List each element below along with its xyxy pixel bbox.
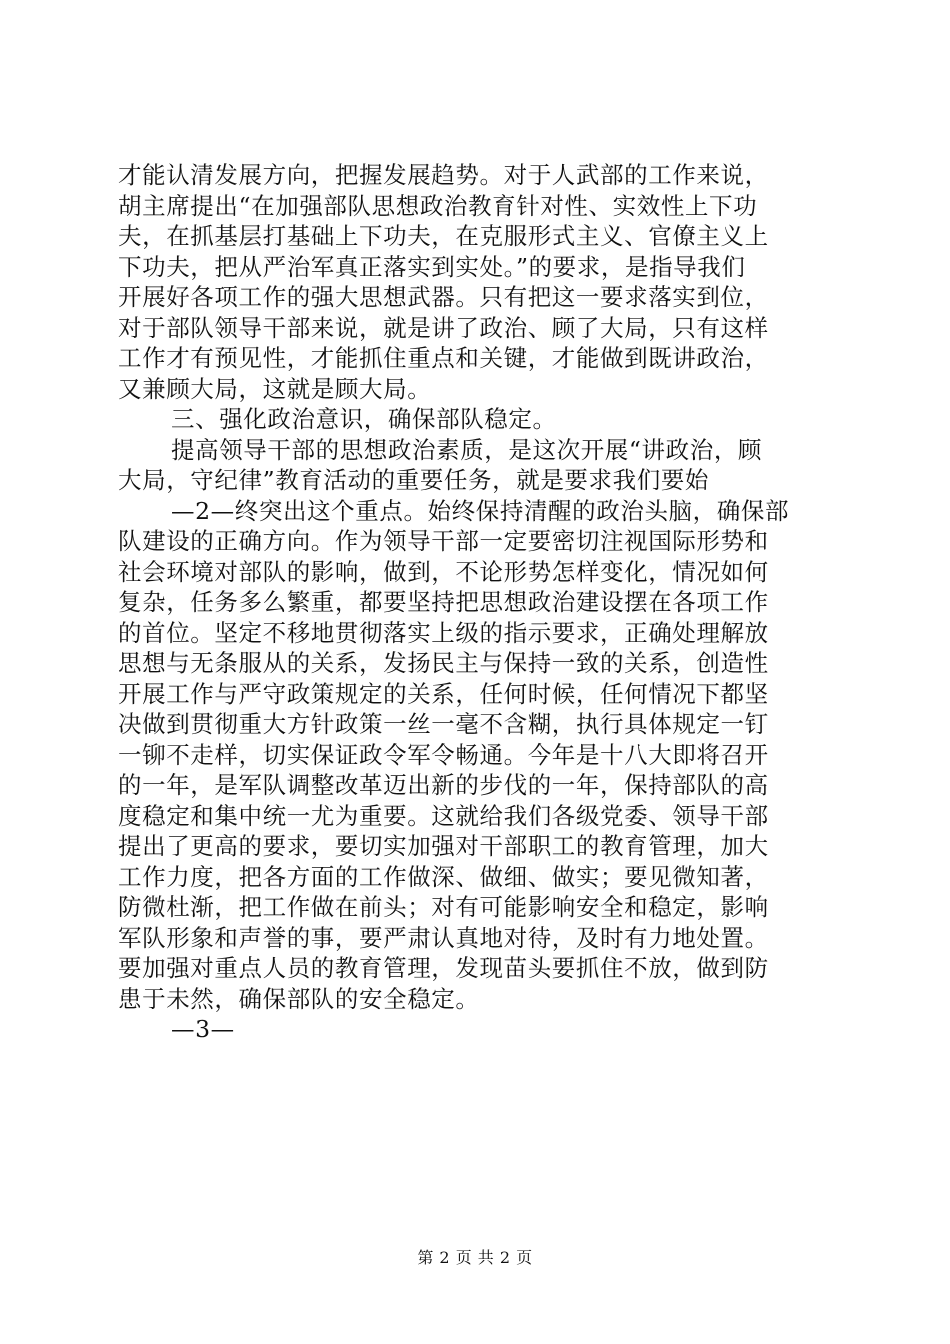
text-line: 度稳定和集中统一尤为重要。这就给我们各级党委、领导干部 <box>118 801 769 830</box>
body-text <box>118 160 838 1045</box>
text-line: 开展好各项工作的强大思想武器。只有把这一要求落实到位， <box>118 283 769 311</box>
text-line: 患于未然，确保部队的安全稳定。 <box>118 984 480 1013</box>
text-line: 下功夫，把从严治军真正落实到实处。”的要求，是指导我们 <box>118 252 746 281</box>
text-line: 夫，在抓基层打基础上下功夫，在克服形式主义、官僚主义上 <box>118 222 769 250</box>
text-line: 工作才有预见性，才能抓住重点和关键，才能做到既讲政治， <box>118 344 769 372</box>
text-line: 开展工作与严守政策规定的关系，任何时候，任何情况下都坚 <box>118 679 769 708</box>
text-line: 思想与无条服从的关系，发扬民主与保持一致的关系，创造性 <box>118 649 769 677</box>
text-line: 复杂，任务多么繁重，都要坚持把思想政治建设摆在各项工作 <box>118 588 769 616</box>
text-line-with-page-marker: —2—终突出这个重点。始终保持清醒的政治头脑，确保部 <box>171 496 790 525</box>
text-line: 一铆不走样，切实保证政令军令畅通。今年是十八大即将召开 <box>118 740 769 769</box>
text-line: 决做到贯彻重大方针政策一丝一毫不含糊，执行具体规定一钉 <box>118 710 769 738</box>
text-line: 提高领导干部的思想政治素质，是这次开展“讲政治，顾 <box>171 435 763 464</box>
text-line: 胡主席提出“在加强部队思想政治教育针对性、实效性上下功 <box>118 191 758 220</box>
text-line: 工作力度，把各方面的工作做深、做细、做实；要见微知著， <box>118 862 769 891</box>
page-footer: 第 2 页 共 2 页 <box>417 1248 533 1267</box>
section-heading: 三、强化政治意识，确保部队稳定。 <box>171 405 557 433</box>
text-line: 社会环境对部队的影响，做到，不论形势怎样变化，情况如何 <box>118 557 769 586</box>
text-line: 提出了更高的要求，要切实加强对干部职工的教育管理，加大 <box>118 832 769 860</box>
page-marker: —3— <box>171 1015 235 1043</box>
text-line: 的一年，是军队调整改革迈出新的步伐的一年，保持部队的高 <box>118 771 769 799</box>
text-line: 要加强对重点人员的教育管理，发现苗头要抓住不放，做到防 <box>118 954 769 982</box>
text-line: 才能认清发展方向，把握发展趋势。对于人武部的工作来说， <box>118 161 769 189</box>
text-line: 队建设的正确方向。作为领导干部一定要密切注视国际形势和 <box>118 527 769 555</box>
text-line: 防微杜渐，把工作做在前头；对有可能影响安全和稳定，影响 <box>118 893 769 921</box>
text-line: 对于部队领导干部来说，就是讲了政治、顾了大局，只有这样 <box>118 313 769 342</box>
text-line: 军队形象和声誉的事，要严肃认真地对待，及时有力地处置。 <box>118 923 769 952</box>
text-line: 大局，守纪律”教育活动的重要任务，就是要求我们要始 <box>118 466 710 494</box>
text-line: 又兼顾大局，这就是顾大局。 <box>118 374 432 403</box>
text-line: 的首位。坚定不移地贯彻落实上级的指示要求，正确处理解放 <box>118 618 769 647</box>
